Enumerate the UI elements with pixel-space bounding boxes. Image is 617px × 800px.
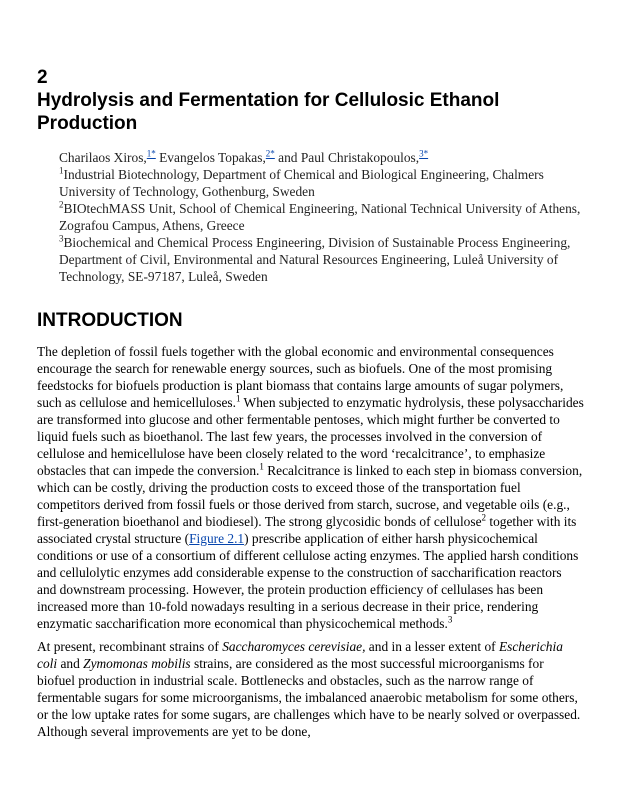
paragraph — [37, 638, 584, 740]
author-footnote-link[interactable]: 1* — [146, 148, 156, 159]
chapter-title: Hydrolysis and Fermentation for Cellulosic Ethanol Production — [37, 90, 500, 134]
figure-link[interactable]: Figure 2.1 — [189, 531, 245, 546]
paragraph-text: together with its associated crystal structure ( — [37, 514, 577, 546]
affiliation-number: 3 — [59, 233, 64, 244]
affiliation-number: 1 — [59, 165, 64, 176]
author-footnote-link[interactable]: 3* — [419, 148, 429, 159]
chapter-number: 2 — [37, 67, 48, 88]
affiliation — [59, 200, 589, 234]
paragraph-text: When subjected to enzymatic hydrolysis, these polysaccharides are transformed into glucose and other fermentable pentoses, which might further be converted to liquid fuels such as bioethanol. The last few years, the processes involved in the conversion of cellulose and hemicellulose have been closely related to the word ‘recalcitrance’, to emphasize obstacles that can impede the conversion. — [37, 395, 584, 478]
affiliation-text: Biochemical and Chemical Process Engineering, Division of Sustainable Process Engineering, Department of Civil, Environmental and Natural Resources Engineering, Luleå University of Technology, SE-97187, Luleå, Sweden — [59, 235, 571, 284]
paragraph-text: and in a lesser extent of — [365, 639, 499, 654]
author-name: and Paul Christakopoulos, — [274, 150, 420, 165]
species-name: Zymomonas mobilis — [83, 656, 191, 671]
citation-marker: 2 — [481, 512, 487, 523]
paragraph-text: At present, recombinant strains of — [37, 639, 223, 654]
affiliation — [59, 234, 589, 285]
section-heading: INTRODUCTION — [37, 310, 183, 331]
paragraph-text: The depletion of fossil fuels together with the global economic and environmental consequences encourage the search for renewable energy sources, such as biofuels. One of the most promising feedstocks for biofuels production is plant biomass that contains large amounts of sugar polymers, such as cellulose and hemicelluloses. — [37, 344, 564, 410]
author-block — [59, 149, 589, 285]
affiliation-text: Industrial Biotechnology, Department of Chemical and Biological Engineering, Chalmers University of Technology, Gothenburg, Sweden — [59, 167, 544, 199]
author-name: Evangelos Topakas, — [155, 150, 266, 165]
citation-marker: 3 — [447, 614, 453, 625]
paragraph-text: and — [57, 656, 84, 671]
species-name: Escherichia coli — [37, 639, 563, 671]
author-line — [59, 149, 589, 166]
paragraph — [37, 343, 584, 632]
affiliation-number: 2 — [59, 199, 64, 210]
affiliation — [59, 166, 589, 200]
citation-marker: 1 — [235, 393, 241, 404]
paragraph-text: Recalcitrance is linked to each step in biomass conversion, which can be costly, driving the production costs to exceed those of the transportation fuel competitors derived from fossil fuels or those derived from starch, sucrose, and vegetable oils (e.g., first-generation bioethanol and biodiesel). The strong glycosidic bonds of cellulose — [37, 463, 583, 529]
paragraph-text: strains, are considered as the most successful microorganisms for biofuel production in industrial scale. Bottlenecks and obstacles, such as the narrow range of fermentable sugars for some microorganisms, the imbalanced anaerobic metabolism for some others, or the low uptake rates for some sugars, are challenges which have to be nearly solved or overpassed. Although several improvements are yet to be done, — [37, 656, 581, 739]
citation-marker: 1 — [259, 461, 264, 472]
affiliation-text: BIOtechMASS Unit, School of Chemical Engineering, National Technical University of Athens, Zografou Campus, Athens, Greece — [59, 201, 581, 233]
author-footnote-link[interactable]: 2* — [265, 148, 275, 159]
paragraph-text: ) prescribe application of either harsh physicochemical conditions or use of a consortium of different cellulose acting enzymes. The applied harsh conditions and cellulolytic enzymes add considerable expense to the construction of saccharification reactors and downstream processing. However, the protein production efficiency of cellulases has been increased more than 10-fold nowadays resulting in a serious decrease in their price, rendering enzymatic saccharification more economical than physicochemical methods. — [37, 531, 579, 631]
body-text — [37, 343, 584, 746]
author-name: Charilaos Xiros, — [59, 150, 147, 165]
species-name: Saccharomyces cerevisiae, — [222, 639, 366, 654]
